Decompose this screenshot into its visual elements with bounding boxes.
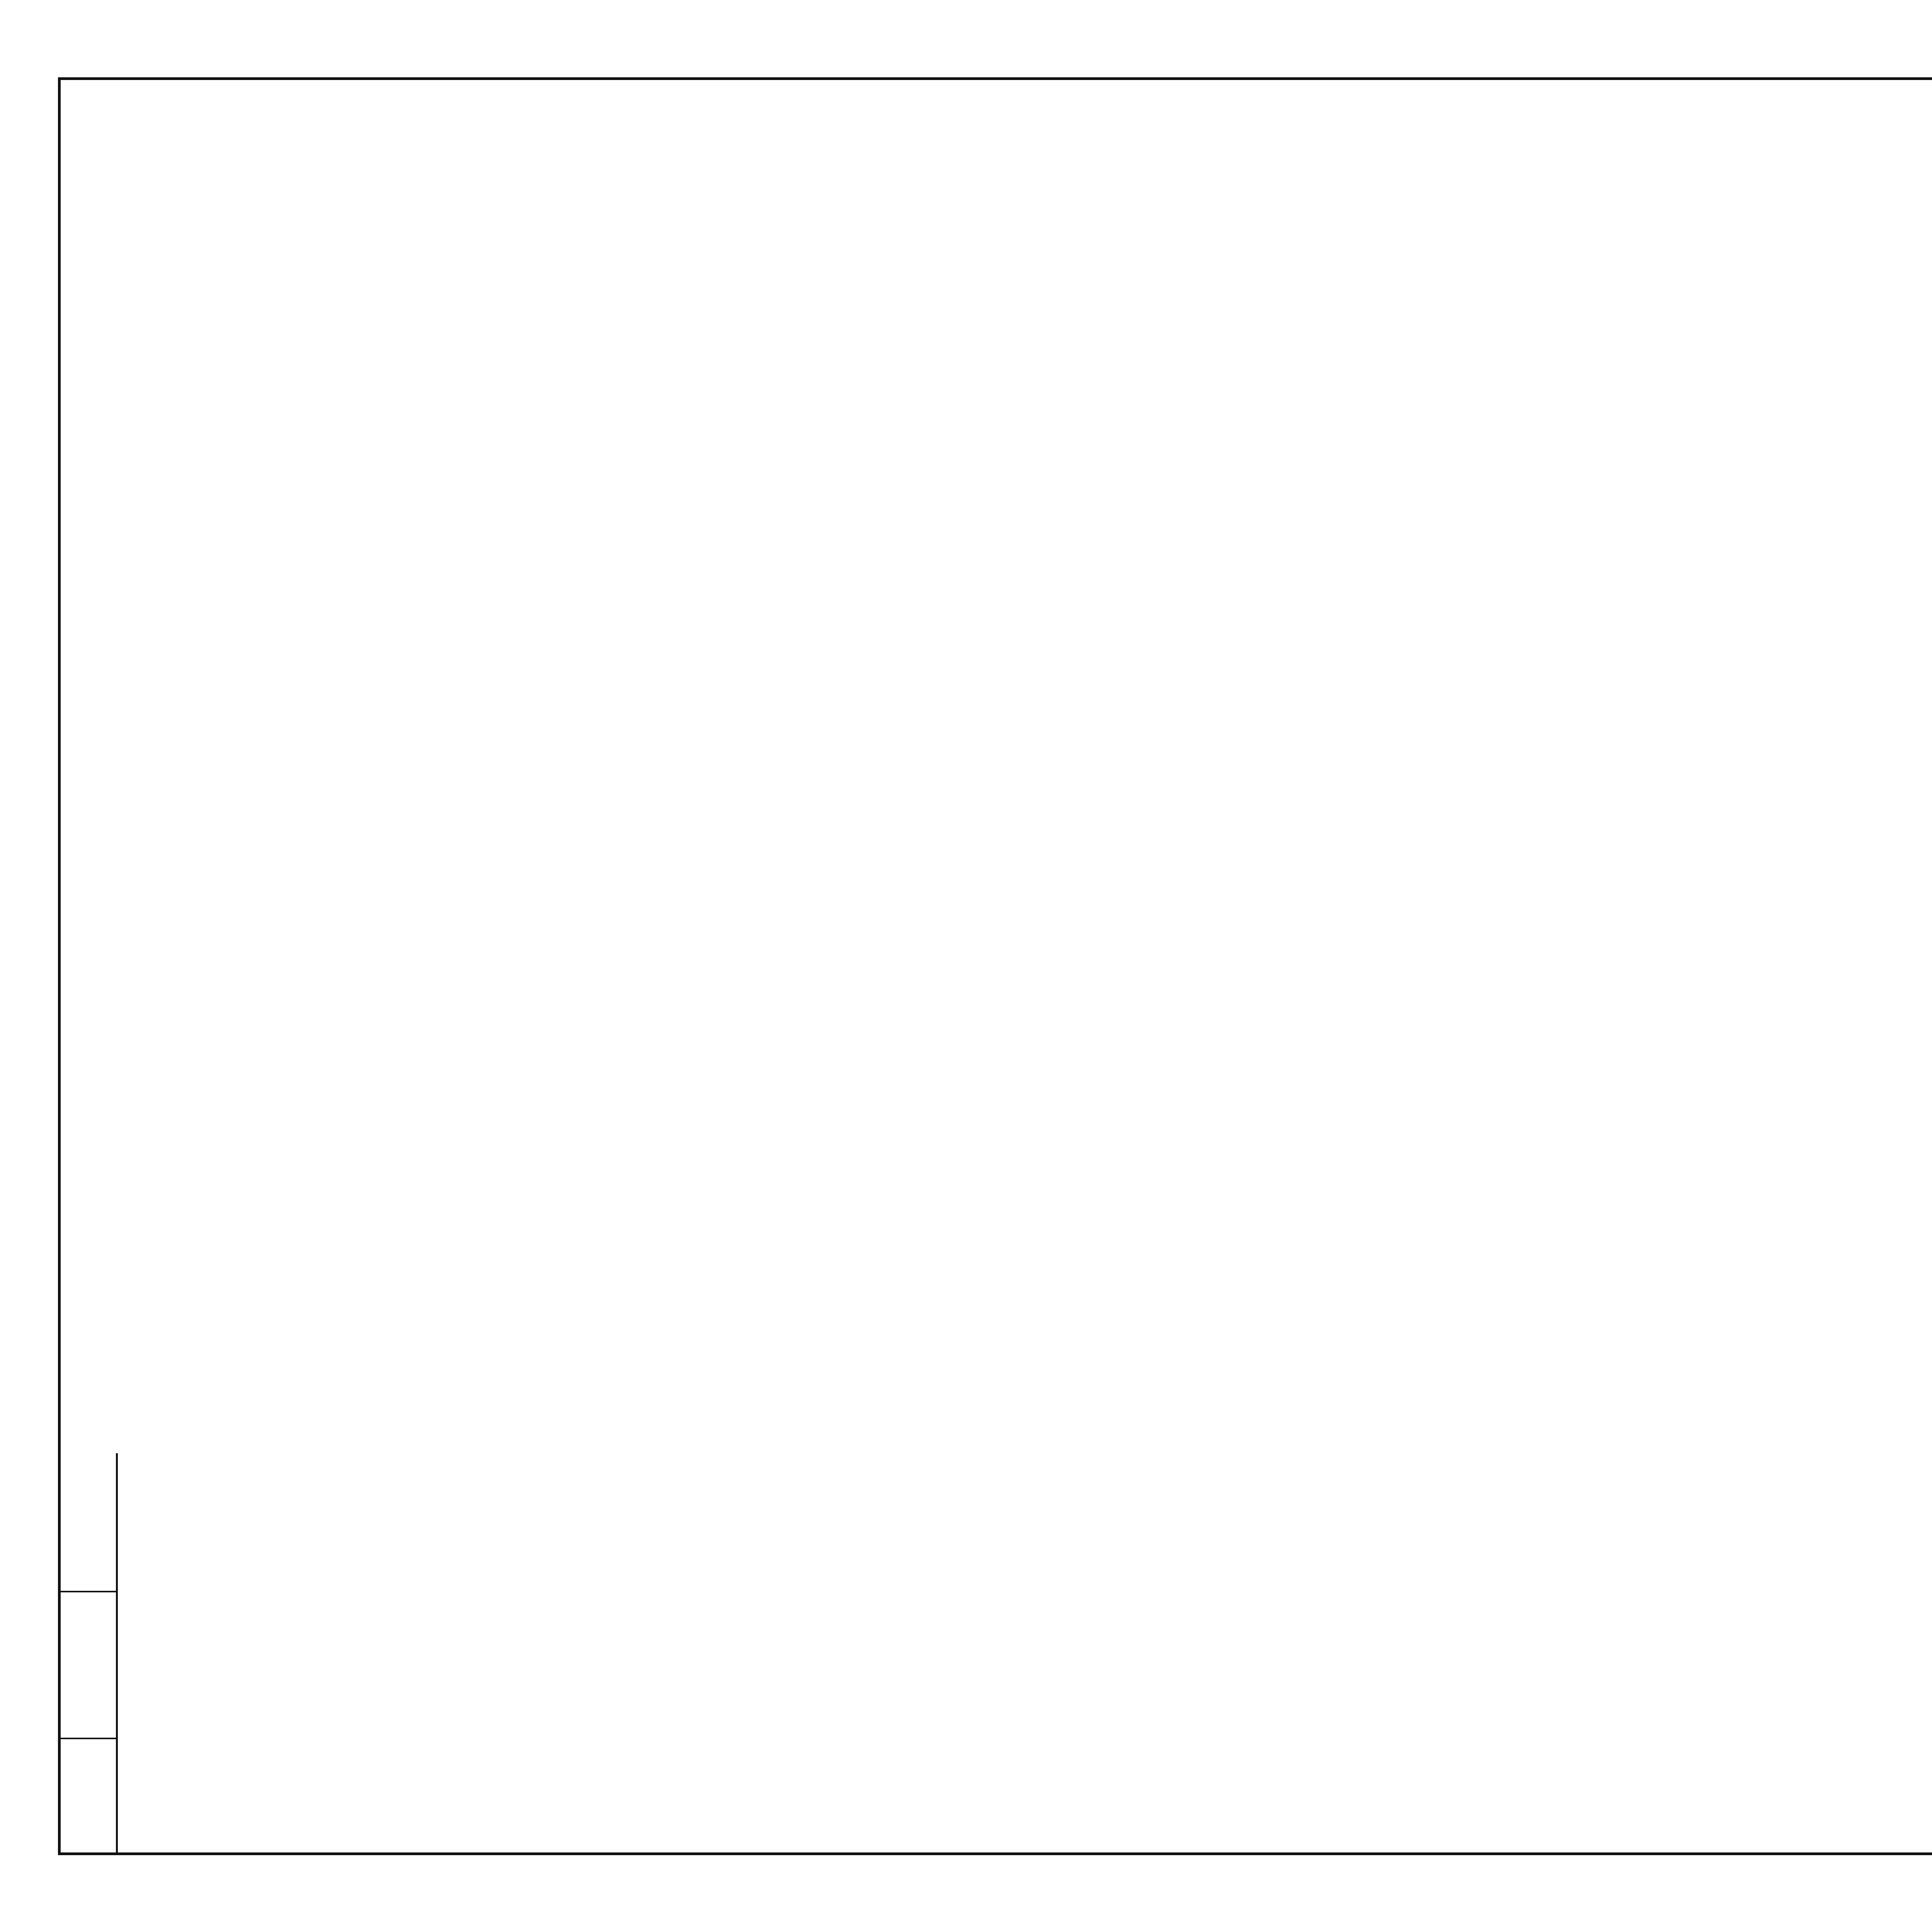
stamp-vzam-inv: [58, 1453, 116, 1592]
side-stamp-strip: [58, 1453, 118, 1855]
stamp-inv-podl: [58, 1739, 116, 1855]
title-block: [1553, 1588, 1932, 1855]
stamp-signature-date: [58, 1592, 116, 1739]
